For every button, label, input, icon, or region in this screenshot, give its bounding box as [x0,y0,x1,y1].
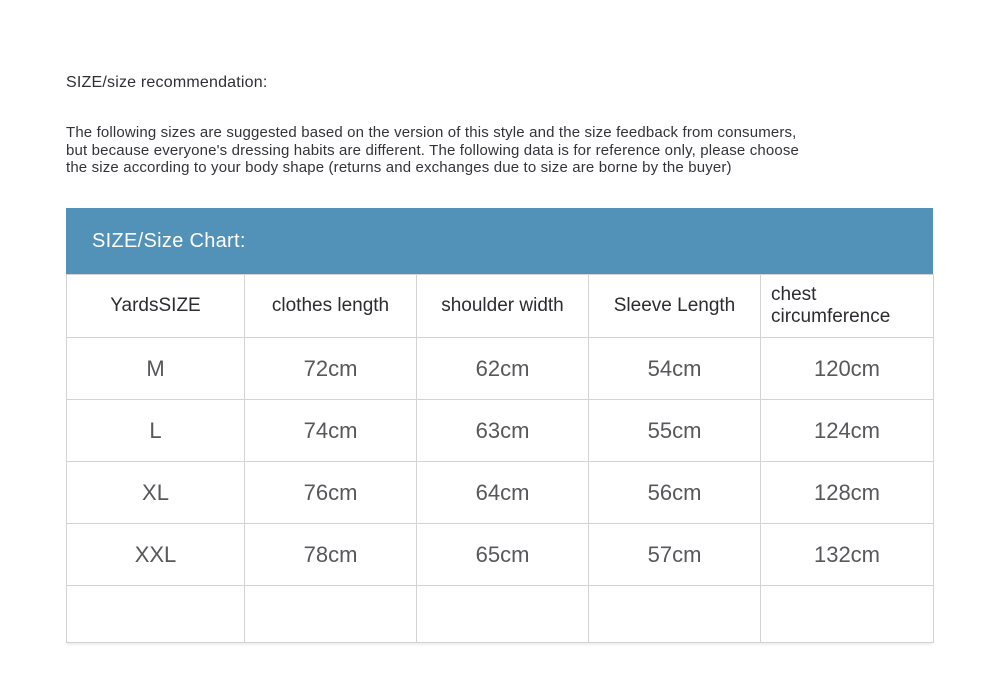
measurement-cell: 65cm [417,524,589,586]
column-header: shoulder width [417,275,589,338]
measurement-cell: 78cm [245,524,417,586]
measurement-cell [417,586,589,643]
size-row [67,400,934,462]
measurement-cell: 120cm [761,338,934,400]
measurement-cell: 124cm [761,400,934,462]
size-label-cell: XXL [67,524,245,586]
measurement-cell: 57cm [589,524,761,586]
measurement-cell [761,586,934,643]
size-chart [66,208,933,643]
measurement-cell: 56cm [589,462,761,524]
measurement-cell: 128cm [761,462,934,524]
size-label-cell: M [67,338,245,400]
page-title: SIZE/size recommendation: [66,74,268,91]
size-row [67,462,934,524]
column-header: clothes length [245,275,417,338]
measurement-cell [245,586,417,643]
empty-row [67,586,934,643]
measurement-cell: 72cm [245,338,417,400]
size-chart-table [66,274,934,643]
measurement-cell: 64cm [417,462,589,524]
size-disclaimer-line: the size according to your body shape (returns and exchanges due to size are borne by the buyer) [66,159,732,176]
size-row [67,338,934,400]
measurement-cell: 76cm [245,462,417,524]
size-chart-title: SIZE/Size Chart: [92,229,246,252]
measurement-cell [589,586,761,643]
size-row [67,524,934,586]
measurement-cell: 55cm [589,400,761,462]
measurement-cell: 132cm [761,524,934,586]
measurement-cell: 54cm [589,338,761,400]
column-header: chest circumference [761,275,934,338]
size-label-cell: XL [67,462,245,524]
size-label-cell [67,586,245,643]
size-disclaimer-line: The following sizes are suggested based on the version of this style and the size feedback from consumers, [66,124,797,141]
measurement-cell: 62cm [417,338,589,400]
column-header: YardsSIZE [67,275,245,338]
table-header-row [67,275,934,338]
size-chart-banner [66,208,933,274]
size-label-cell: L [67,400,245,462]
column-header: Sleeve Length [589,275,761,338]
measurement-cell: 74cm [245,400,417,462]
size-disclaimer [66,124,940,177]
measurement-cell: 63cm [417,400,589,462]
size-disclaimer-line: but because everyone's dressing habits are different. The following data is for reference only, please choose [66,141,799,159]
